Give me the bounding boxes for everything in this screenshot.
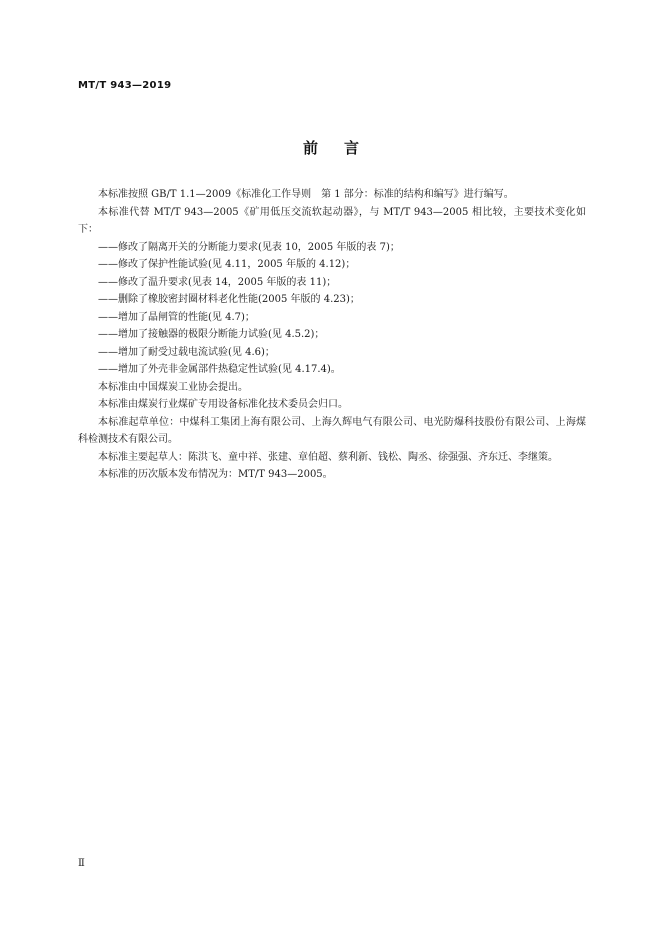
change-item: ——修改了保护性能试验(见 4.11，2005 年版的 4.12)； [98,259,356,270]
page-number: Ⅱ [78,858,85,869]
change-item: ——增加了耐受过载电流试验(见 4.6)； [98,346,275,358]
change-item: ——增加了晶闸管的性能(见 4.7)； [98,311,255,323]
paragraph-drafters: 本标准主要起草人：陈洪飞、童中祥、张建、章伯超、蔡利新、钱松、陶丞、徐强强、齐东迁、李继策。 [98,451,558,463]
change-item: ——删除了橡胶密封圈材料老化性能(2005 年版的 4.23)； [98,294,360,305]
document-code: MT/T 943—2019 [78,80,172,91]
paragraph-managed-by: 本标准由煤炭行业煤矿专用设备标准化技术委员会归口。 [98,399,348,410]
change-item: ——修改了温升要求(见表 14，2005 年版的表 11)； [98,276,337,288]
page-title: 前言 [302,139,385,157]
paragraph-history: 本标准的历次版本发布情况为：MT/T 943—2005。 [98,469,333,480]
change-item: ——增加了接触器的极限分断能力试验(见 4.5.2)； [98,329,325,340]
change-item: ——增加了外壳非金属部件热稳定性试验(见 4.17.4)。 [98,364,341,375]
paragraph-proposed-by: 本标准由中国煤炭工业协会提出。 [98,381,248,393]
paragraph-drafting-units: 本标准起草单位：中煤科工集团上海有限公司、上海久辉电气有限公司、电光防爆科技股份有限公司、上海煤科检测技术有限公司。 [78,416,586,445]
change-item: ——修改了隔离开关的分断能力要求(见表 10，2005 年版的表 7)； [98,241,400,253]
paragraph-drafting-rules: 本标准按照 GB/T 1.1—2009《标准化工作导则 第 1 部分：标准的结构和编写》进行编写。 [98,189,514,200]
document-body [78,186,586,484]
paragraph-replacement: 本标准代替 MT/T 943—2005《矿用低压交流软起动器》，与 MT/T 943—2005 相比较，主要技术变化如下： [78,206,586,235]
